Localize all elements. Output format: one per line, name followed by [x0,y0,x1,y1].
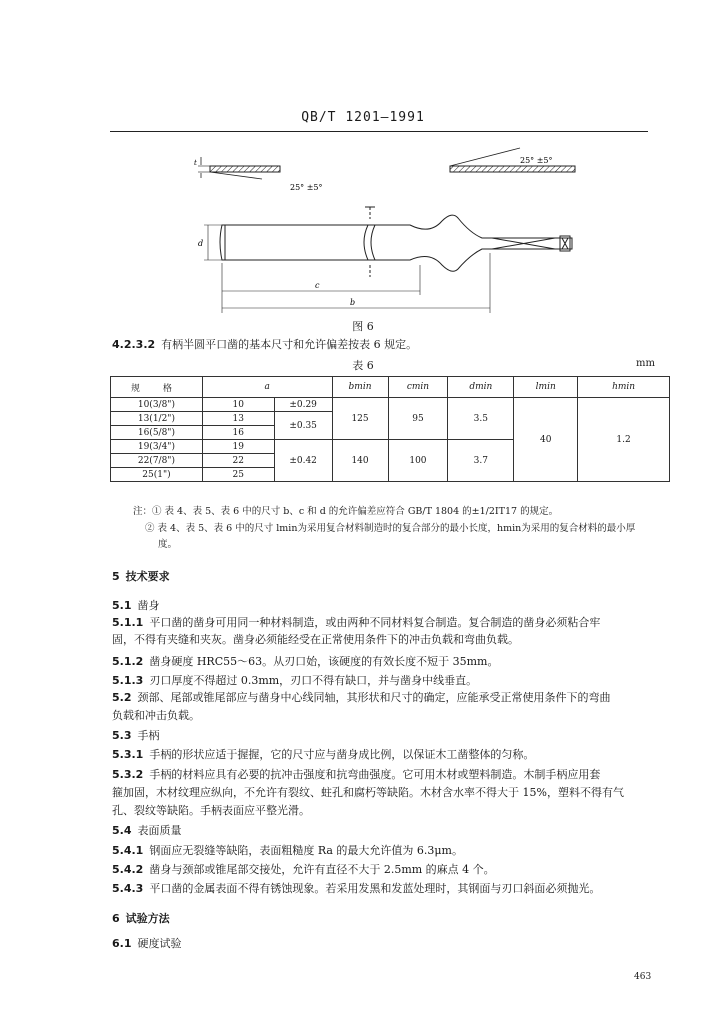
header-l: lmin [514,377,578,398]
clause-6-1: 6.1 硬度试验 [112,937,182,950]
page-number: 463 [634,972,652,982]
cell-b: 125 [332,398,388,440]
cell-tol: ±0.29 [274,398,332,412]
clause-5-1-1: 5.1.1 平口凿的凿身可用同一种材料制造，或由两种不同材料复合制造。复合制造的凿身必须粘合牢 [112,616,601,629]
cell-h: 1.2 [578,398,670,482]
cell-a: 13 [202,412,274,426]
header-rule [110,131,648,132]
clause-5-1-1-line2: 固，不得有夹缝和夹灰。凿身必须能经受在正常使用条件下的冲击负载和弯曲负载。 [112,633,519,646]
header-h: hmin [578,377,670,398]
label-b: b [350,298,356,307]
cell-a: 16 [202,426,274,440]
cell-b: 140 [332,440,388,482]
clause-text: 有柄半圆平口凿的基本尺寸和允许偏差按表 6 规定。 [161,338,418,351]
cell-l: 40 [514,398,578,482]
header-b: bmin [332,377,388,398]
header-c: cmin [388,377,448,398]
angle-label-left: 25° ±5° [290,183,323,192]
clause-5-3-1: 5.3.1 手柄的形状应适于握握，它的尺寸应与凿身成比例，以保证木工凿整体的匀称。 [112,748,535,761]
cell-a: 10 [202,398,274,412]
cell-spec: 19(3/4") [111,440,203,454]
clause-5-4-1: 5.4.1 钢面应无裂缝等缺陷，表面粗糙度 Ra 的最大允许值为 6.3μm。 [112,844,463,857]
clause-5-3-2-line2: 箍加固，木材纹理应纵向，不允许有裂纹、蛀孔和腐朽等缺陷。木材含水率不得大于 15%，塑料不得有气 [112,786,624,799]
header-spec: 规 格 [111,377,203,398]
cell-spec: 22(7/8") [111,454,203,468]
clause-5-3: 5.3 手柄 [112,729,160,742]
clause-5-2-line2: 负载和冲击负载。 [112,709,200,722]
cell-spec: 10(3/8") [111,398,203,412]
cell-tol: ±0.42 [274,440,332,482]
cell-c: 100 [388,440,448,482]
figure-6-drawing [180,145,600,315]
label-d: d [198,239,204,248]
clause-5-1: 5.1 凿身 [112,599,160,612]
table-row [111,398,670,412]
note-2: ② 表 4、表 5、表 6 中的尺寸 lmin为采用复合材料制造时的复合部分的最小长度，hmin为采用的复合材料的最小厚 [145,523,636,534]
page-header: QB/T 1201—1991 [301,110,425,125]
section-view-left [194,157,323,192]
cell-a: 19 [202,440,274,454]
label-t: t [194,159,197,167]
section-view-right [450,148,575,172]
clause-5-1-2: 5.1.2 凿身硬度 HRC55～63。从刃口始，该硬度的有效长度不短于 35mm。 [112,655,499,668]
cell-d: 3.7 [448,440,514,482]
cell-a: 25 [202,468,274,482]
clause-5-3-2-line3: 孔、裂纹等缺陷。手柄表面应平整光滑。 [112,804,310,817]
clause-5-1-3: 5.1.3 刃口厚度不得超过 0.3mm，刃口不得有缺口，并与凿身中线垂直。 [112,674,478,687]
label-c: c [315,281,320,290]
cell-c: 95 [388,398,448,440]
table-6 [110,376,670,482]
cell-spec: 25(1") [111,468,203,482]
clause-5-4-2: 5.4.2 凿身与颈部或锥尾部交接处，允许有直径不大于 2.5mm 的麻点 4 个。 [112,863,495,876]
table-6-unit: mm [636,358,655,369]
clause-5-4-3: 5.4.3 平口凿的金属表面不得有锈蚀现象。若采用发黑和发蓝处理时，其钢面与刃口斜面必须抛光。 [112,882,601,895]
figure-caption: 图 6 [352,320,374,333]
cell-spec: 16(5/8") [111,426,203,440]
header-d: dmin [448,377,514,398]
section-6-heading: 6 试验方法 [112,912,170,925]
note-1: 注：① 表 4、表 5、表 6 中的尺寸 b、c 和 d 的允许偏差应符合 GB/T 1804 的±1/2IT17 的规定。 [133,506,559,517]
clause-5-4: 5.4 表面质量 [112,824,182,837]
section-5-heading: 5 技术要求 [112,570,170,583]
table-6-title: 表 6 [352,359,374,372]
note-2-cont: 度。 [158,539,178,550]
header-a: a [202,377,332,398]
clause-number: 4.2.3.2 [112,338,156,351]
cell-spec: 13(1/2") [111,412,203,426]
cell-a: 22 [202,454,274,468]
angle-label-right: 25° ±5° [520,156,553,165]
clause-4-2-3-2 [112,337,417,353]
cell-tol: ±0.35 [274,412,332,440]
cell-d: 3.5 [448,398,514,440]
clause-5-3-2: 5.3.2 手柄的材料应具有必要的抗冲击强度和抗弯曲强度。它可用木材或塑料制造。木制手柄应用套 [112,768,601,781]
clause-5-2: 5.2 颈部、尾部或锥尾部应与凿身中心线同轴，其形状和尺寸的确定，应能承受正常使用条件下的弯曲 [112,691,611,704]
chisel-side-view [204,207,572,313]
